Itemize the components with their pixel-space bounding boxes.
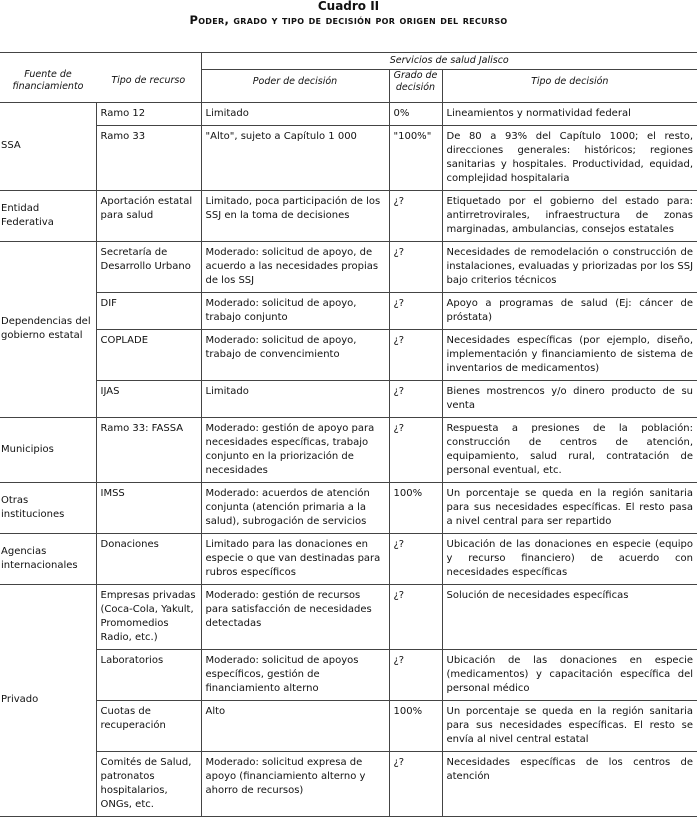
- cell-fuente: Municipios: [0, 417, 96, 482]
- cell-poder: Moderado: solicitud de apoyo, trabajo conjunto: [201, 292, 389, 329]
- col-header-tipo-decision: Tipo de decisión: [442, 69, 697, 102]
- cell-tipo-recurso: Ramo 33: FASSA: [96, 417, 201, 482]
- cell-poder: Limitado, poca participación de los SSJ en la toma de decisiones: [201, 190, 389, 241]
- cell-grado: ¿?: [389, 292, 442, 329]
- cell-poder: Moderado: solicitud de apoyo, de acuerdo a las necesidades propias de los SSJ: [201, 241, 389, 292]
- cell-fuente: SSA: [0, 102, 96, 190]
- cell-grado: ¿?: [389, 329, 442, 380]
- cell-tipo-recurso: Secretaría de Desarrollo Urbano: [96, 241, 201, 292]
- cell-tipo-decision: Necesidades específicas de los centros de atención: [442, 751, 697, 816]
- cell-tipo-recurso: DIF: [96, 292, 201, 329]
- table-row: [0, 649, 697, 700]
- cell-grado: ¿?: [389, 380, 442, 417]
- cell-tipo-recurso: IJAS: [96, 380, 201, 417]
- table-row: [0, 584, 697, 649]
- cell-tipo-decision: Un porcentaje se queda en la región sanitaria para sus necesidades específicas. El resto se envía al nivel central estatal: [442, 700, 697, 751]
- cell-poder: Moderado: acuerdos de atención conjunta (atención primaria a la salud), subrogación de servicios: [201, 482, 389, 533]
- cell-grado: ¿?: [389, 241, 442, 292]
- col-header-poder: Poder de decisión: [201, 69, 389, 102]
- cell-tipo-recurso: Laboratorios: [96, 649, 201, 700]
- table-row: [0, 190, 697, 241]
- cell-grado: ¿?: [389, 649, 442, 700]
- cell-grado: "100%": [389, 125, 442, 190]
- blank-header-cell: [96, 53, 201, 70]
- col-header-fuente: Fuente de financiamiento: [0, 69, 96, 102]
- cell-tipo-recurso: Aportación estatal para salud: [96, 190, 201, 241]
- cell-poder: Moderado: solicitud de apoyos específicos, gestión de financiamiento alterno: [201, 649, 389, 700]
- cell-grado: ¿?: [389, 533, 442, 584]
- cell-poder: Moderado: gestión de recursos para satisfacción de necesidades detectadas: [201, 584, 389, 649]
- cell-poder: Limitado: [201, 380, 389, 417]
- decision-table: [0, 52, 697, 817]
- cell-tipo-recurso: Empresas privadas (Coca-Cola, Yakult, Promomedios Radio, etc.): [96, 584, 201, 649]
- cell-grado: 0%: [389, 102, 442, 125]
- cell-grado: 100%: [389, 700, 442, 751]
- cell-fuente: Privado: [0, 584, 96, 816]
- cell-grado: ¿?: [389, 584, 442, 649]
- cell-grado: ¿?: [389, 751, 442, 816]
- cell-tipo-decision: Necesidades específicas (por ejemplo, diseño, implementación y financiamiento de sistema de inventarios de medicamentos): [442, 329, 697, 380]
- cell-tipo-decision: Lineamientos y normatividad federal: [442, 102, 697, 125]
- cell-grado: ¿?: [389, 190, 442, 241]
- table-row: [0, 533, 697, 584]
- table-row: [0, 102, 697, 125]
- table-row: [0, 380, 697, 417]
- cell-tipo-recurso: COPLADE: [96, 329, 201, 380]
- table-row: [0, 417, 697, 482]
- cell-poder: Moderado: solicitud de apoyo, trabajo de convencimiento: [201, 329, 389, 380]
- cell-poder: Limitado para las donaciones en especie o que van destinadas para rubros específicos: [201, 533, 389, 584]
- cell-grado: ¿?: [389, 417, 442, 482]
- cell-tipo-recurso: Ramo 12: [96, 102, 201, 125]
- col-header-grado: Grado de decisión: [389, 69, 442, 102]
- cell-tipo-decision: De 80 a 93% del Capítulo 1000; el resto, direcciones generales: históricos; regiones sanitarias y hospitales. Productividad, equidad, complejidad hospitalaria: [442, 125, 697, 190]
- table-row: [0, 700, 697, 751]
- table-row: [0, 482, 697, 533]
- cell-fuente: Otras instituciones: [0, 482, 96, 533]
- cell-poder: Alto: [201, 700, 389, 751]
- table-row: [0, 329, 697, 380]
- cell-tipo-decision: Apoyo a programas de salud (Ej: cáncer de próstata): [442, 292, 697, 329]
- cell-tipo-recurso: IMSS: [96, 482, 201, 533]
- table-body: [0, 102, 697, 816]
- column-header-row: [0, 69, 697, 102]
- table-row: [0, 241, 697, 292]
- cell-fuente: Agencias internacionales: [0, 533, 96, 584]
- cell-tipo-recurso: Ramo 33: [96, 125, 201, 190]
- cell-tipo-decision: Un porcentaje se queda en la región sanitaria para sus necesidades específicas. El resto pasa a nivel central para ser repartido: [442, 482, 697, 533]
- table-number: Cuadro II: [317, 0, 380, 13]
- cell-tipo-decision: Etiquetado por el gobierno del estado para: antirretrovirales, infraestructura de zonas marginadas, ambulancias, consejos estatales: [442, 190, 697, 241]
- cell-tipo-decision: Bienes mostrencos y/o dinero producto de su venta: [442, 380, 697, 417]
- table-row: [0, 292, 697, 329]
- cell-fuente: Entidad Federativa: [0, 190, 96, 241]
- cell-poder: "Alto", sujeto a Capítulo 1 000: [201, 125, 389, 190]
- table-title: Poder, grado y tipo de decisión por origen del recurso: [189, 13, 508, 27]
- table-row: [0, 751, 697, 816]
- col-header-tipo-recurso: Tipo de recurso: [96, 69, 201, 102]
- table-row: [0, 125, 697, 190]
- cell-grado: 100%: [389, 482, 442, 533]
- cell-tipo-decision: Solución de necesidades específicas: [442, 584, 697, 649]
- cell-tipo-recurso: Comités de Salud, patronatos hospitalarios, ONGs, etc.: [96, 751, 201, 816]
- cell-tipo-recurso: Donaciones: [96, 533, 201, 584]
- blank-header-cell: [0, 53, 96, 70]
- cell-tipo-recurso: Cuotas de recuperación: [96, 700, 201, 751]
- group-header-row: [0, 53, 697, 70]
- cell-tipo-decision: Respuesta a presiones de la población: construcción de centros de atención, equipamiento, salud rural, contratación de personal eventual, etc.: [442, 417, 697, 482]
- cell-poder: Moderado: gestión de apoyo para necesidades específicas, trabajo conjunto en la priorización de necesidades: [201, 417, 389, 482]
- cell-tipo-decision: Necesidades de remodelación o construcción de instalaciones, evaluadas y priorizadas por los SSJ bajo criterios técnicos: [442, 241, 697, 292]
- cell-poder: Moderado: solicitud expresa de apoyo (financiamiento alterno y ahorro de recursos): [201, 751, 389, 816]
- cell-poder: Limitado: [201, 102, 389, 125]
- cell-fuente: Dependencias del gobierno estatal: [0, 241, 96, 417]
- cell-tipo-decision: Ubicación de las donaciones en especie (equipo y recurso financiero) de acuerdo con necesidades específicas: [442, 533, 697, 584]
- cell-tipo-decision: Ubicación de las donaciones en especie (medicamentos) y capacitación específica del personal médico: [442, 649, 697, 700]
- group-header-servicios: Servicios de salud Jalisco: [201, 53, 697, 70]
